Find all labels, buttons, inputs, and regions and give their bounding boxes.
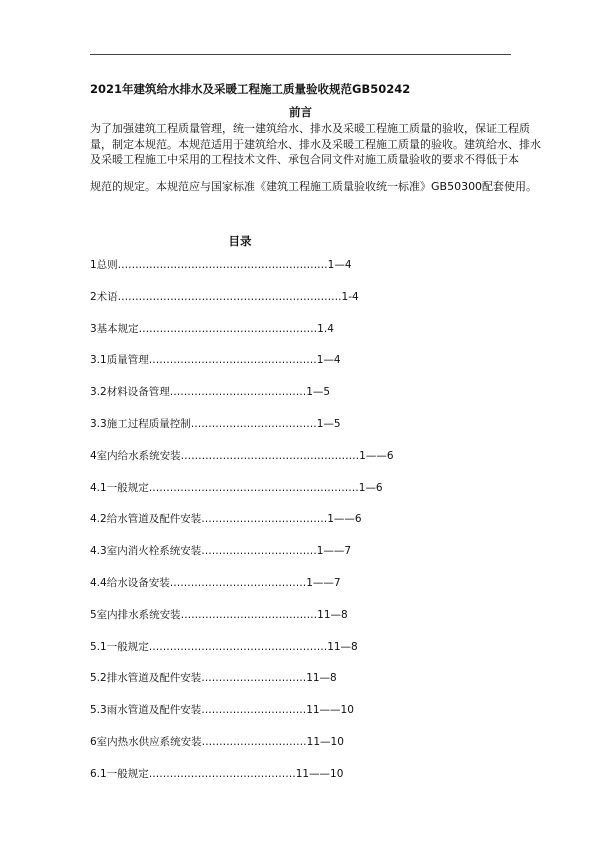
toc-entry: 5.3雨水管道及配件安装…………………………11——10 bbox=[90, 704, 354, 717]
preface-line: 及采暖工程施工中采用的工程技术文件、承包合同文件对施工质量验收的要求不得低于本 bbox=[90, 153, 519, 166]
toc-entry: 4.2给水管道及配件安装………………………………1——6 bbox=[90, 513, 362, 526]
document-title: 2021年建筑给水排水及采暖工程施工质量验收规范GB50242 bbox=[90, 82, 411, 96]
toc-entry: 4.1一般规定……………………………………………………1—6 bbox=[90, 481, 383, 494]
toc-entry: 2术语……………………………………………………….1-4 bbox=[90, 290, 359, 303]
toc-entry: 3基本规定……………………………………………1.4 bbox=[90, 322, 334, 335]
header-rule bbox=[90, 54, 511, 55]
toc-entry: 5.1一般规定……………………………………………11—8 bbox=[90, 640, 358, 653]
toc-entry: 5.2排水管道及配件安装…………………………11—8 bbox=[90, 672, 337, 685]
toc-entry: 4.4给水设备安装…………………………………1——7 bbox=[90, 576, 341, 589]
toc-entry: 6室内热水供应系统安装…………………………11—10 bbox=[90, 735, 344, 748]
preface-line: 量，制定本规范。本规范适用于建筑给水、排水及采暖工程施工质量的验收。建筑给水、排水 bbox=[90, 137, 541, 151]
preface-heading: 前言 bbox=[289, 105, 312, 119]
preface-line: 为了加强建筑工程质量管理，统一建筑给水、排水及采暖工程施工质量的验收，保证工程质 bbox=[90, 122, 530, 135]
toc-heading: 目录 bbox=[228, 234, 252, 248]
toc-entry: 5室内排水系统安装…………………………………11—8 bbox=[90, 608, 348, 621]
toc-entry: 1总则……………………………………………………1—4 bbox=[90, 259, 352, 271]
preface-line: 规范的规定。本规范应与国家标准《建筑工程施工质量验收统一标准》GB50300配套使用。 bbox=[90, 179, 538, 193]
toc-entry: 6.1一般规定……………………………………11——10 bbox=[90, 767, 344, 780]
toc-entry: 4室内给水系统安装……………………………………………1——6 bbox=[90, 449, 394, 462]
preface-paragraph bbox=[90, 121, 541, 194]
toc-entry: 4.3室内消火栓系统安装……………………………1——7 bbox=[90, 545, 352, 558]
toc-entry: 3.3施工过程质量控制………………………………1—5 bbox=[90, 417, 341, 430]
toc-entry: 3.2材料设备管理…………………………………1—5 bbox=[90, 386, 331, 399]
toc-entry: 3.1质量管理…………………………………………1—4 bbox=[90, 354, 341, 367]
toc-list bbox=[90, 258, 520, 799]
